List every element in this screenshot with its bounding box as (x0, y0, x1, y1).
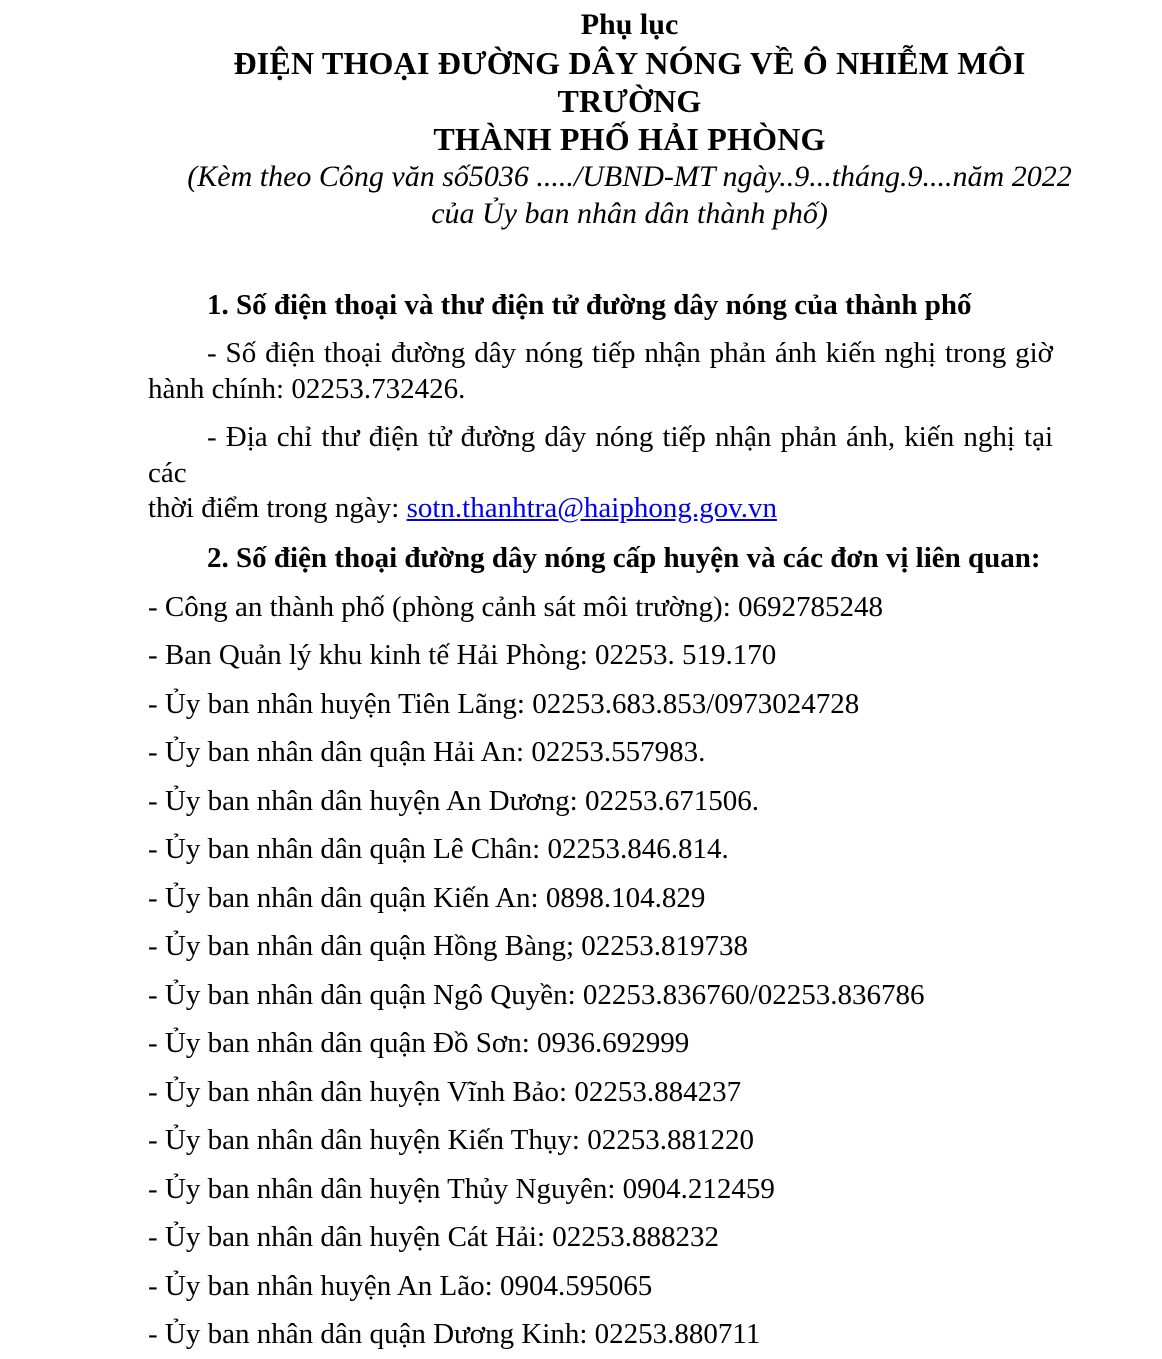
hotline-item: - Ủy ban nhân dân huyện Vĩnh Bảo: 02253.884237 (148, 1075, 742, 1108)
document-title-line2: THÀNH PHỐ HẢI PHÒNG (433, 121, 826, 157)
hotline-item: - Ủy ban nhân huyện An Lão: 0904.595065 (148, 1269, 653, 1302)
section2-heading: 2. Số điện thoại đường dây nóng cấp huyện và các đơn vị liên quan: (207, 541, 1041, 574)
hotline-item: - Ủy ban nhân dân quận Ngô Quyền: 02253.836760/02253.836786 (148, 978, 925, 1011)
hotline-item: - Ủy ban nhân dân quận Dương Kinh: 02253.880711 (148, 1318, 761, 1350)
email-paragraph (148, 420, 1053, 527)
email-paragraph-line1: - Địa chỉ thư điện tử đường dây nóng tiếp nhận phản ánh, kiến nghị tại các (148, 421, 1053, 489)
hotline-item: - Ban Quản lý khu kinh tế Hải Phòng: 02253. 519.170 (148, 639, 777, 671)
hotline-paragraph (148, 336, 1053, 407)
hotline-item: - Ủy ban nhân dân huyện Kiến Thụy: 02253.881220 (148, 1124, 754, 1156)
hotline-paragraph-line2: hành chính: 02253.732426. (148, 372, 466, 405)
document-subtitle-line2: của Ủy ban nhân dân thành phố) (431, 197, 828, 230)
email-paragraph-line2 (148, 491, 1053, 527)
email-paragraph-line2-prefix: thời điểm trong ngày: (148, 492, 407, 524)
hotline-item: - Ủy ban nhân dân quận Hải An: 02253.557983. (148, 736, 706, 768)
hotline-list (148, 583, 1108, 1359)
hotline-item: - Công an thành phố (phòng cảnh sát môi trường): 0692785248 (148, 590, 884, 623)
hotline-item: - Ủy ban nhân dân huyện Cát Hải: 02253.888232 (148, 1221, 720, 1253)
hotline-item: - Ủy ban nhân dân huyện An Dương: 02253.671506. (148, 784, 759, 817)
hotline-item: - Ủy ban nhân dân quận Đồ Sơn: 0936.692999 (148, 1027, 690, 1059)
appendix-label: Phụ lục (580, 8, 679, 41)
hotline-item: - Ủy ban nhân dân huyện Thủy Nguyên: 0904.212459 (148, 1172, 775, 1205)
hotline-paragraph-line1: - Số điện thoại đường dây nóng tiếp nhận phản ánh kiến nghị trong giờ (207, 337, 1053, 369)
document-header (177, 6, 1082, 232)
hotline-item: - Ủy ban nhân dân quận Kiến An: 0898.104.829 (148, 881, 706, 914)
hotline-item: - Ủy ban nhân huyện Tiên Lãng: 02253.683.853/0973024728 (148, 687, 860, 720)
section1-heading: 1. Số điện thoại và thư điện tử đường dây nóng của thành phố (207, 289, 972, 321)
document-title-line1: ĐIỆN THOẠI ĐƯỜNG DÂY NÓNG VỀ Ô NHIỄM MÔI TRƯỜNG (233, 45, 1026, 119)
document-subtitle-line1: (Kèm theo Công văn số5036 ...../UBND-MT ngày..9...tháng.9....năm 2022 (187, 160, 1072, 193)
hotline-email-link[interactable]: sotn.thanhtra@haiphong.gov.vn (406, 492, 777, 524)
hotline-item: - Ủy ban nhân dân quận Lê Chân: 02253.846.814. (148, 833, 729, 865)
hotline-item: - Ủy ban nhân dân quận Hồng Bàng; 02253.819738 (148, 930, 749, 962)
